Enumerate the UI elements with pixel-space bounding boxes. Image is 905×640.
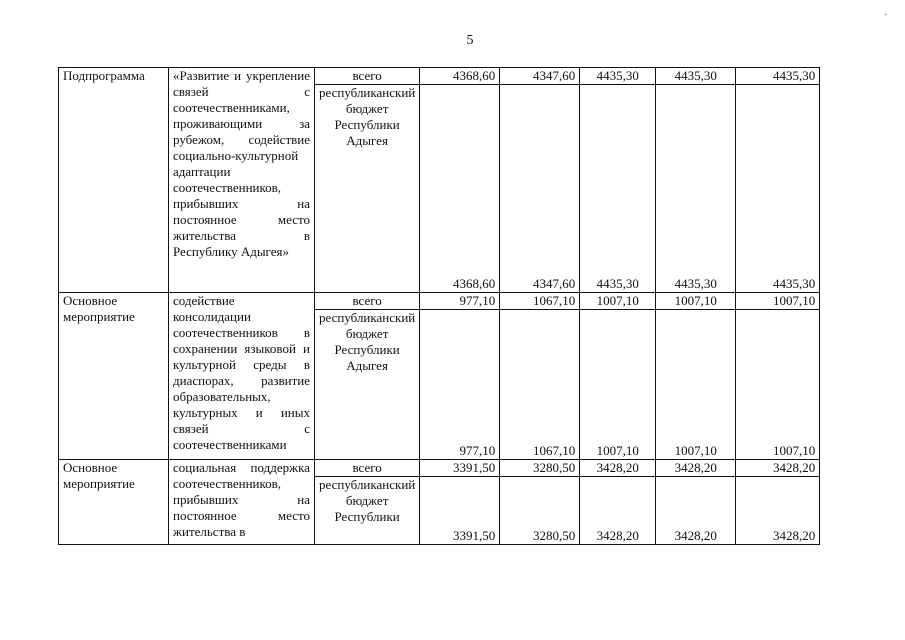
row-type-cell: Подпрограмма	[59, 68, 169, 293]
total-value-cell: 1007,10	[580, 293, 656, 310]
total-value-cell: 4347,60	[500, 68, 580, 85]
scan-mark: ·	[884, 10, 888, 21]
row-type-cell: Основное мероприятие	[59, 460, 169, 545]
row-description-cell: содействие консолидации соотечественников в сохранении языковой и культурной среды в диаспорах, развитие образовательных, культурных и иных связей с соотечественниками	[169, 293, 315, 460]
total-value-cell: 1007,10	[656, 293, 736, 310]
total-value-cell: 4435,30	[736, 68, 820, 85]
source-value-cell: 3428,20	[656, 477, 736, 545]
total-value-cell: 3391,50	[420, 460, 500, 477]
total-label-cell: всего	[315, 460, 420, 477]
total-value-cell: 4435,30	[580, 68, 656, 85]
total-value-cell: 3428,20	[656, 460, 736, 477]
source-value-cell: 1007,10	[736, 310, 820, 460]
source-value-cell: 1007,10	[580, 310, 656, 460]
source-value-cell: 4347,60	[500, 85, 580, 293]
source-value-cell: 4435,30	[656, 85, 736, 293]
table-row	[59, 460, 820, 477]
total-value-cell: 1007,10	[736, 293, 820, 310]
total-label-cell: всего	[315, 68, 420, 85]
source-value-cell: 3280,50	[500, 477, 580, 545]
total-value-cell: 4435,30	[656, 68, 736, 85]
total-label-cell: всего	[315, 293, 420, 310]
budget-table	[58, 67, 820, 545]
source-label-cell: республиканский бюджет Республики Адыгея	[315, 85, 420, 293]
source-value-cell: 4368,60	[420, 85, 500, 293]
source-label-cell: республиканский бюджет Республики Адыгея	[315, 310, 420, 460]
source-value-cell: 3428,20	[580, 477, 656, 545]
row-description-cell: социальная поддержка соотечественников, прибывших на постоянное место жительства в	[169, 460, 315, 545]
total-value-cell: 1067,10	[500, 293, 580, 310]
table-row	[59, 293, 820, 310]
page-number: 5	[466, 33, 474, 48]
total-value-cell: 3280,50	[500, 460, 580, 477]
source-value-cell: 3428,20	[736, 477, 820, 545]
source-value-cell: 977,10	[420, 310, 500, 460]
table-row	[59, 68, 820, 85]
source-value-cell: 3391,50	[420, 477, 500, 545]
source-value-cell: 1067,10	[500, 310, 580, 460]
source-label-cell: республиканский бюджет Республики	[315, 477, 420, 545]
source-value-cell: 1007,10	[656, 310, 736, 460]
total-value-cell: 4368,60	[420, 68, 500, 85]
total-value-cell: 3428,20	[580, 460, 656, 477]
total-value-cell: 3428,20	[736, 460, 820, 477]
source-value-cell: 4435,30	[580, 85, 656, 293]
row-description-cell: «Развитие и укрепление связей с соотечественниками, проживающими за рубежом, содействие социально-культурной адаптации соотечественников, прибывших на постоянное место жительства в Республику Адыгея»	[169, 68, 315, 293]
source-value-cell: 4435,30	[736, 85, 820, 293]
total-value-cell: 977,10	[420, 293, 500, 310]
row-type-cell: Основное мероприятие	[59, 293, 169, 460]
